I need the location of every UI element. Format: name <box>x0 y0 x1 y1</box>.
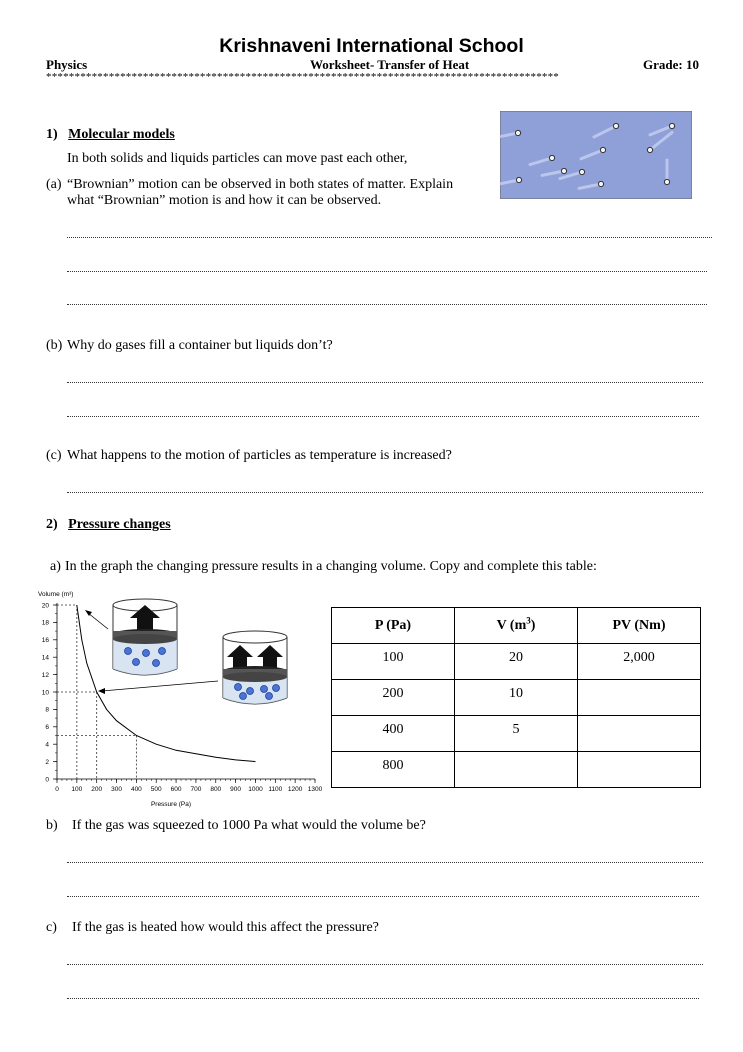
answer-line[interactable] <box>67 962 703 965</box>
table-row <box>332 716 701 752</box>
answer-line[interactable] <box>67 269 707 272</box>
table-cell[interactable]: 2,000 <box>578 644 701 680</box>
subject-label: Physics <box>46 57 88 72</box>
table-cell[interactable] <box>578 716 701 752</box>
q1a-line1: “Brownian” motion can be observed in both states of matter. Explain <box>67 177 454 192</box>
q1a-label: (a) <box>46 177 62 192</box>
table-header-row <box>332 608 701 644</box>
table-cell: 800 <box>332 752 455 788</box>
table-row <box>332 752 701 788</box>
answer-line[interactable] <box>67 996 699 999</box>
y-axis-label: Volume (m³) <box>38 591 74 598</box>
x-tick-label: 800 <box>210 786 222 793</box>
answer-line[interactable] <box>67 490 703 493</box>
y-tick-label: 0 <box>45 776 49 784</box>
y-tick-label: 14 <box>41 654 49 662</box>
table-row <box>332 680 701 716</box>
y-tick-label: 2 <box>45 758 49 766</box>
gas-particle <box>561 168 566 173</box>
x-tick-label: 600 <box>170 786 182 793</box>
q1-number: 1) <box>46 127 58 142</box>
q2a-label: a) <box>50 559 61 574</box>
answer-line[interactable] <box>67 894 699 897</box>
x-tick-label: 700 <box>190 786 202 793</box>
q1-title: Molecular models <box>68 127 175 142</box>
table-cell: 20 <box>455 644 578 680</box>
q2c-text: If the gas is heated how would this affect the pressure? <box>72 920 379 935</box>
x-tick-label: 0 <box>55 786 59 793</box>
y-tick-label: 4 <box>45 741 49 749</box>
table-cell: 100 <box>332 644 455 680</box>
pressure-volume-chart <box>30 585 325 810</box>
gas-particle <box>515 130 520 135</box>
q1-heading <box>46 127 175 143</box>
y-tick-label: 8 <box>45 706 49 714</box>
table-row <box>332 644 701 680</box>
gas-particle <box>516 177 521 182</box>
x-tick-label: 900 <box>230 786 242 793</box>
header-separator: ****************************************************************************************** <box>46 71 559 83</box>
table-header-cell: V $(m^3)$ <box>455 608 578 644</box>
worksheet-title: Worksheet- Transfer of Heat <box>310 57 470 72</box>
table-cell: 400 <box>332 716 455 752</box>
q2-title: Pressure changes <box>68 517 171 532</box>
y-tick-label: 12 <box>41 671 49 679</box>
q2c-label: c) <box>46 920 57 935</box>
table-cell: 5 <box>455 716 578 752</box>
x-tick-label: 1100 <box>268 786 283 793</box>
q1-intro: In both solids and liquids particles can move past each other, <box>67 151 408 166</box>
y-tick-label: 18 <box>41 619 49 627</box>
y-tick-label: 6 <box>45 724 49 732</box>
pv-table <box>331 607 701 788</box>
gas-particle <box>579 169 584 174</box>
q2-number: 2) <box>46 517 58 532</box>
table-cell: 200 <box>332 680 455 716</box>
grade-label: Grade: 10 <box>643 57 699 72</box>
q1b-label: (b) <box>46 338 63 353</box>
cylinder-one-weight <box>113 599 177 675</box>
arrow-weight-icon <box>227 645 253 668</box>
gas-particle <box>549 155 554 160</box>
answer-line[interactable] <box>67 302 707 305</box>
y-tick-label: 16 <box>41 637 49 645</box>
gas-particle <box>598 181 603 186</box>
gas-particle <box>647 147 652 152</box>
x-axis-label: Pressure (Pa) <box>150 801 192 808</box>
gas-particle <box>669 123 674 128</box>
x-tick-label: 1300 <box>307 786 323 793</box>
answer-line[interactable] <box>67 235 712 238</box>
table-cell[interactable] <box>578 680 701 716</box>
gas-particle <box>664 179 669 184</box>
cylinder-two-weights <box>223 631 287 704</box>
x-tick-label: 1000 <box>248 786 263 793</box>
q2b-label: b) <box>46 818 58 833</box>
q1b-text: Why do gases fill a container but liquids don’t? <box>67 338 333 353</box>
q1c-text: What happens to the motion of particles as temperature is increased? <box>67 448 452 463</box>
q2a-text: In the graph the changing pressure results in a changing volume. Copy and complete this table: <box>65 559 597 574</box>
table-header-cell: P (Pa) <box>332 608 455 644</box>
q2-heading <box>46 517 171 533</box>
table-cell[interactable] <box>455 752 578 788</box>
x-tick-label: 400 <box>130 786 142 793</box>
y-tick-label: 20 <box>41 602 49 610</box>
gas-particle <box>600 147 605 152</box>
table-header-cell: PV (Nm) <box>578 608 701 644</box>
x-tick-label: 200 <box>91 786 103 793</box>
school-name: Krishnaveni International School <box>219 35 524 57</box>
gas-particle <box>613 123 618 128</box>
q1a-line2: what “Brownian” motion is and how it can be observed. <box>67 193 382 208</box>
y-tick-label: 10 <box>41 689 49 697</box>
table-cell[interactable] <box>578 752 701 788</box>
table-cell: 10 <box>455 680 578 716</box>
arrow-weight-icon <box>257 645 283 668</box>
answer-line[interactable] <box>67 860 703 863</box>
x-tick-label: 300 <box>111 786 122 793</box>
answer-line[interactable] <box>67 414 699 417</box>
answer-line[interactable] <box>67 380 703 383</box>
x-tick-label: 1200 <box>287 786 303 793</box>
q2b-text: If the gas was squeezed to 1000 Pa what would the volume be? <box>72 818 426 833</box>
x-tick-label: 500 <box>150 786 162 793</box>
q1c-label: (c) <box>46 448 62 463</box>
x-tick-label: 100 <box>71 786 83 793</box>
brownian-motion-image <box>500 111 692 199</box>
